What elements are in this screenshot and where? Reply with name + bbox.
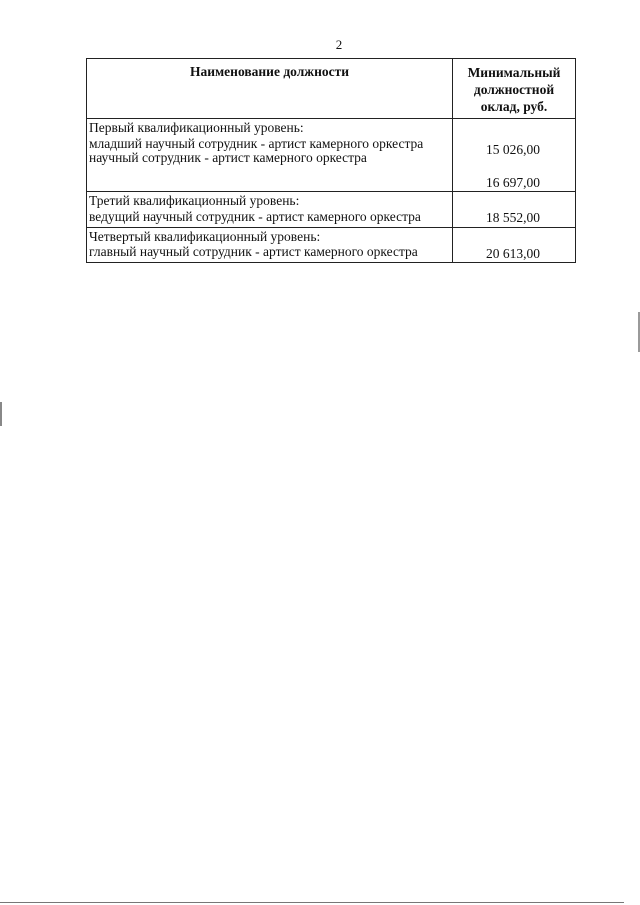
salary-value: 18 552,00	[486, 210, 540, 225]
qualification-level-title: Четвертый квалификационный уровень:	[89, 228, 321, 244]
position-name: младший научный сотрудник - артист камерного оркестра	[89, 135, 424, 151]
salary-cell	[453, 119, 576, 192]
position-name: научный сотрудник - артист камерного оркестра	[89, 150, 367, 165]
salary-value: 20 613,00	[486, 245, 540, 261]
salary-value: 16 697,00	[486, 174, 540, 190]
salary-table	[86, 58, 576, 263]
table-row	[87, 119, 576, 192]
position-name: главный научный сотрудник - артист камерного оркестра	[89, 244, 418, 259]
table-row	[87, 227, 576, 263]
salary-cell	[453, 227, 576, 263]
table-header	[87, 59, 576, 119]
table-header-row	[87, 59, 576, 119]
page-number: 2	[335, 37, 343, 52]
scan-bottom-edge	[0, 902, 624, 903]
qualification-group-cell	[87, 192, 453, 228]
qualification-level-title: Первый квалификационный уровень:	[89, 120, 304, 135]
salary-value: 15 026,00	[486, 142, 540, 157]
qualification-group-cell	[87, 227, 453, 263]
salary-cell	[453, 192, 576, 228]
position-name: ведущий научный сотрудник - артист камерного оркестра	[89, 208, 421, 224]
scan-edge-mark	[0, 402, 2, 426]
table-row	[87, 192, 576, 228]
qualification-level-title: Третий квалификационный уровень:	[89, 193, 300, 208]
column-header-position: Наименование должности	[87, 59, 453, 119]
qualification-group-cell	[87, 119, 453, 192]
column-header-salary: Минимальный должностной оклад, руб.	[453, 59, 576, 119]
